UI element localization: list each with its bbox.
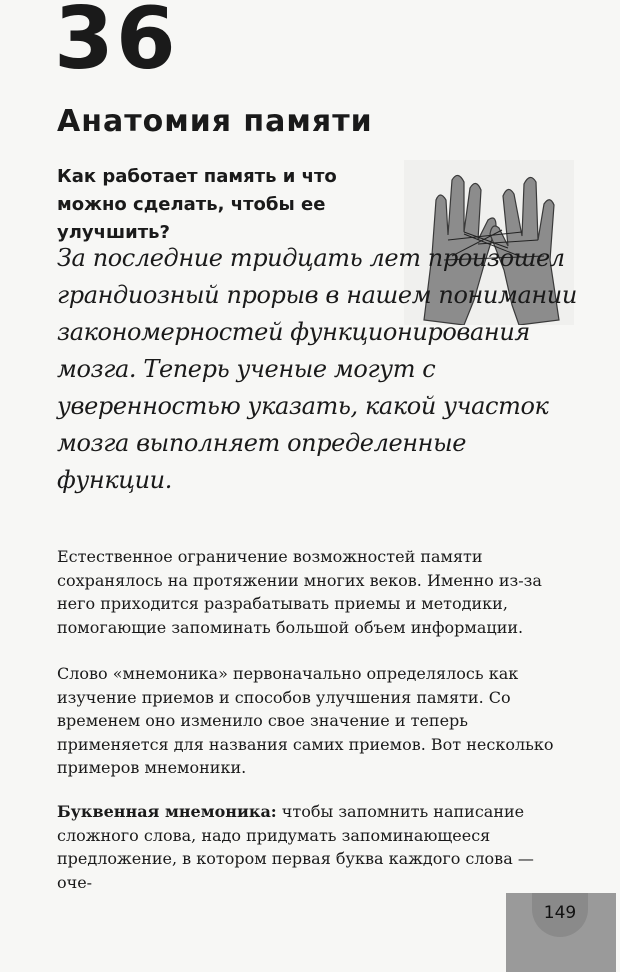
body-paragraph-3 xyxy=(57,800,567,894)
term-definition: чтобы запомнить написание сложного слова, надо придумать запоминающееся предложение, в котором первая буква каждого слова — оче- xyxy=(57,802,534,892)
chapter-subtitle: Как работает память и что можно сделать, чтобы ее улучшить? xyxy=(57,166,337,243)
page-number: 149 xyxy=(532,893,588,937)
term-bold: Буквенная мнемоника: xyxy=(57,802,277,821)
body-paragraph-2: Слово «мнемоника» первоначально определялось как изучение приемов и способов улучшения памяти. Со временем оно изменило свое значение и теперь применяется для названия самих приемов. Вот несколько примеров мнемоники. xyxy=(57,664,554,777)
body-paragraph-1: Естественное ограничение возможностей памяти сохранялось на протяжении многих веков. Именно из-за него приходится разрабатывать приемы и методики, помогающие запоминать большой объем информации. xyxy=(57,547,542,637)
intro-quote: За последние тридцать лет произошел грандиозный прорыв в нашем понимании закономерностей функционирования мозга. Теперь ученые могут с уверенностью указать, какой участок мозга выполняет определенные функции. xyxy=(57,244,577,494)
chapter-title: Анатомия памяти xyxy=(57,104,373,139)
chapter-number: 36 xyxy=(54,0,178,89)
